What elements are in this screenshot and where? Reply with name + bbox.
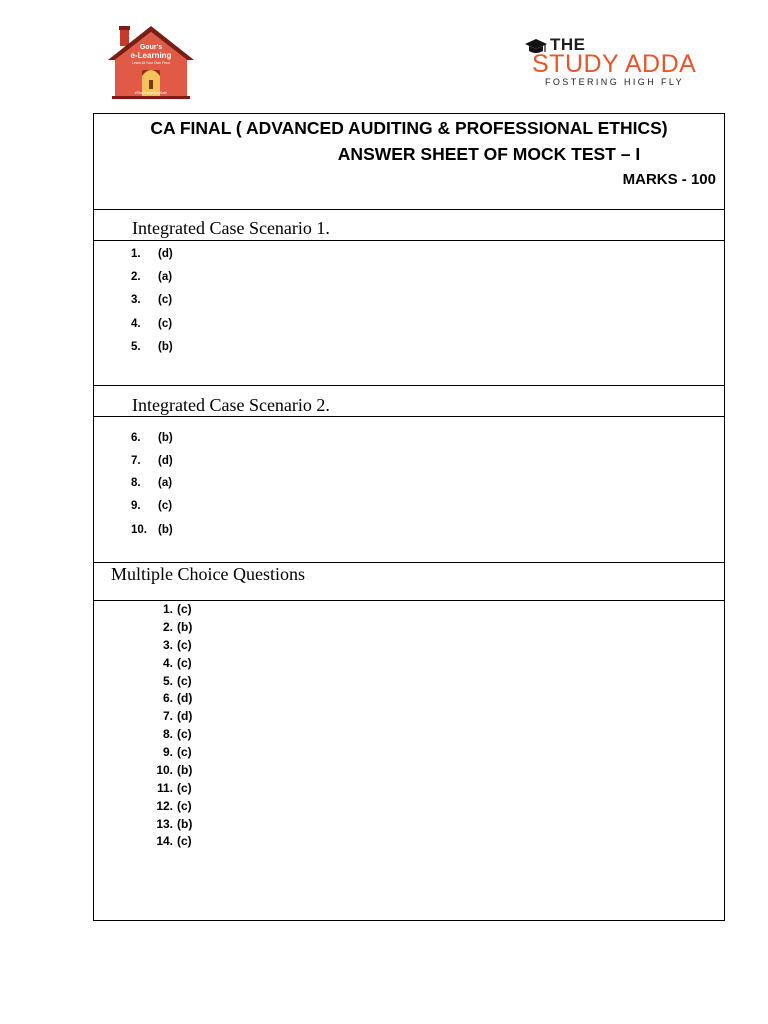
answer-value: (b) — [158, 432, 173, 444]
answer-value: (c) — [177, 674, 192, 688]
logo-left-hashtag: #StayHomeStaySafe — [134, 91, 168, 95]
answer-value: (b) — [177, 817, 193, 831]
answer-value: (c) — [158, 500, 173, 512]
answer-number: 13. — [156, 817, 173, 831]
list-item — [131, 477, 172, 489]
list-item — [149, 656, 192, 670]
list-item — [149, 745, 192, 759]
answer-number: 6. — [131, 432, 141, 444]
answer-number: 8. — [162, 727, 173, 741]
title-line1: CA FINAL ( ADVANCED AUDITING & PROFESSIONAL ETHICS) — [150, 118, 668, 138]
answer-number: 7. — [131, 455, 141, 467]
answer-number: 4. — [162, 656, 173, 670]
list-item — [149, 781, 192, 795]
logo-left-line1: Gour's — [139, 44, 163, 51]
divider — [94, 600, 724, 601]
answer-value: (a) — [158, 477, 173, 489]
list-item — [149, 799, 192, 813]
answer-value: (d) — [158, 248, 173, 260]
answer-value: (b) — [177, 763, 193, 777]
list-item — [131, 248, 173, 260]
answer-value: (c) — [177, 727, 192, 741]
answer-number: 11. — [156, 781, 173, 795]
list-item — [149, 817, 192, 831]
logo-right-name: STUDY ADDA — [532, 50, 697, 78]
section-title: Integrated Case Scenario 1. — [132, 218, 330, 238]
answer-value: (d) — [158, 455, 173, 467]
list-item — [131, 500, 172, 512]
study-adda-logo — [520, 34, 700, 90]
answer-number: 2. — [131, 271, 141, 283]
logo-right-the: THE — [550, 35, 586, 54]
answer-number: 4. — [131, 318, 141, 330]
answer-number: 1. — [131, 248, 141, 260]
list-item — [149, 709, 192, 723]
answer-number: 14. — [156, 834, 173, 848]
answer-number: 9. — [162, 745, 173, 759]
list-item — [131, 432, 173, 444]
answer-number: 6. — [162, 691, 173, 705]
section-title: Integrated Case Scenario 2. — [132, 395, 330, 415]
list-item — [149, 602, 192, 616]
divider — [94, 416, 724, 417]
section-title: Multiple Choice Questions — [111, 564, 305, 584]
list-item — [131, 271, 172, 283]
gours-elearning-logo — [106, 24, 196, 100]
answer-number: 7. — [162, 709, 173, 723]
answer-number: 10. — [131, 524, 147, 536]
list-item — [149, 638, 192, 652]
answer-number: 9. — [131, 500, 141, 512]
answer-number: 8. — [131, 477, 141, 489]
answer-number: 3. — [162, 638, 173, 652]
answer-number: 10. — [156, 763, 173, 777]
list-item — [149, 620, 192, 634]
list-item — [131, 318, 172, 330]
answer-value: (c) — [177, 834, 192, 848]
list-item — [131, 294, 172, 306]
answer-value: (b) — [177, 620, 193, 634]
answer-value: (d) — [177, 691, 193, 705]
list-item — [131, 341, 173, 353]
list-item — [149, 674, 192, 688]
list-item — [131, 524, 173, 536]
list-item — [149, 727, 192, 741]
list-item — [149, 834, 192, 848]
answer-number: 2. — [162, 620, 173, 634]
answer-number: 12. — [156, 799, 173, 813]
answer-number: 5. — [162, 674, 173, 688]
answer-value: (c) — [177, 781, 192, 795]
list-item — [149, 691, 192, 705]
answer-number: 5. — [131, 341, 141, 353]
divider — [94, 562, 724, 563]
answer-value: (c) — [158, 318, 173, 330]
logo-right-tagline: FOSTERING HIGH FLY — [545, 77, 685, 87]
title-line2: ANSWER SHEET OF MOCK TEST – I — [337, 144, 641, 164]
logo-left-line2: e-Learning — [130, 51, 172, 60]
divider — [94, 240, 724, 241]
list-item — [131, 455, 173, 467]
answer-value: (d) — [177, 709, 193, 723]
answer-value: (c) — [177, 602, 192, 616]
answer-value: (c) — [177, 745, 192, 759]
list-item — [149, 763, 192, 777]
answer-value: (c) — [177, 638, 192, 652]
answer-value: (b) — [158, 341, 173, 353]
answer-sheet — [93, 113, 725, 921]
marks-label: MARKS - 100 — [622, 171, 716, 188]
divider — [94, 385, 724, 386]
answer-value: (c) — [177, 799, 192, 813]
logo-left-tagline: Learn At Your Own Pace — [131, 61, 171, 65]
answer-value: (b) — [158, 524, 173, 536]
answer-value: (c) — [158, 294, 173, 306]
answer-value: (c) — [177, 656, 192, 670]
answer-value: (a) — [158, 271, 173, 283]
divider — [94, 209, 724, 210]
answer-number: 1. — [162, 602, 173, 616]
answer-number: 3. — [131, 294, 141, 306]
